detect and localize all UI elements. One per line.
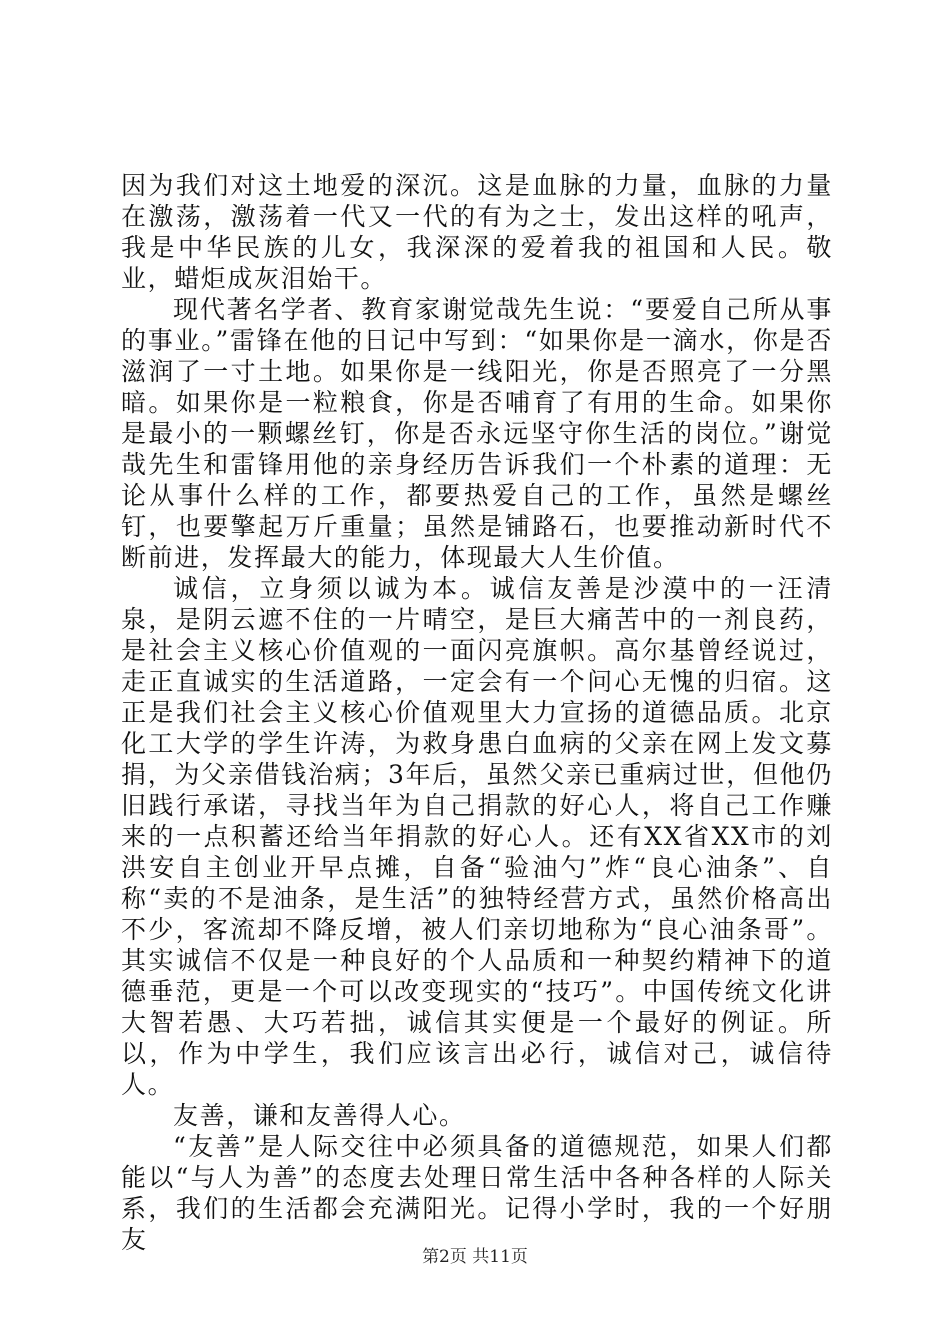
document-body <box>121 170 833 1255</box>
paragraph-1: 因为我们对这土地爱的深沉。这是血脉的力量，血脉的力量在激荡，激荡着一代又一代的有为之士，发出这样的吼声，我是中华民族的儿女，我深深的爱着我的祖国和人民。敬业，蜡炬成灰泪始干。 <box>121 171 833 293</box>
paragraph-2: 现代著名学者、教育家谢觉哉先生说：“要爱自己所从事的事业。”雷锋在他的日记中写到：“如果你是一滴水，你是否滋润了一寸土地。如果你是一线阳光，你是否照亮了一分黑暗。如果你是一粒粮食，你是否哺育了有用的生命。如果你是最小的一颗螺丝钉，你是否永远坚守你生活的岗位。”谢觉哉先生和雷锋用他的亲身经历告诉我们一个朴素的道理：无论从事什么样的工作，都要热爱自己的工作，虽然是螺丝钉，也要擎起万斤重量；虽然是铺路石，也要推动新时代不断前进，发挥最大的能力，体现最大人生价值。 <box>121 295 833 572</box>
paragraph-3: 诚信，立身须以诚为本。诚信友善是沙漠中的一汪清泉，是阴云遮不住的一片晴空，是巨大痛苦中的一剂良药，是社会主义核心价值观的一面闪亮旗帜。高尔基曾经说过，走正直诚实的生活道路，一定会有一个问心无愧的归宿。这正是我们社会主义核心价值观里大力宣扬的道德品质。北京化工大学的学生许涛，为救身患白血病的父亲在网上发文募捐，为父亲借钱治病；3年后，虽然父亲已重病过世，但他仍旧践行承诺，寻找当年为自己捐款的好心人，将自己工作赚来的一点积蓄还给当年捐款的好心人。还有XX省XX市的刘洪安自主创业开早点摊，自备“验油勺”炸“良心油条”、自称“卖的不是油条，是生活”的独特经营方式，虽然价格高出不少，客流却不降反增，被人们亲切地称为“良心油条哥”。其实诚信不仅是一种良好的个人品质和一种契约精神下的道德垂范，更是一个可以改变现实的“技巧”。中国传统文化讲大智若愚、大巧若拙，诚信其实便是一个最好的例证。所以，作为中学生，我们应该言出必行，诚信对己，诚信待人。 <box>121 574 833 1099</box>
paragraph-5: “友善”是人际交往中必须具备的道德规范，如果人们都能以“与人为善”的态度去处理日常生活中各种各样的人际关系，我们的生活都会充满阳光。记得小学时，我的一个好朋友 <box>121 1132 833 1254</box>
page-footer: 第2页 共11页 <box>422 1247 528 1267</box>
paragraph-4: 友善，谦和友善得人心。 <box>173 1101 466 1130</box>
